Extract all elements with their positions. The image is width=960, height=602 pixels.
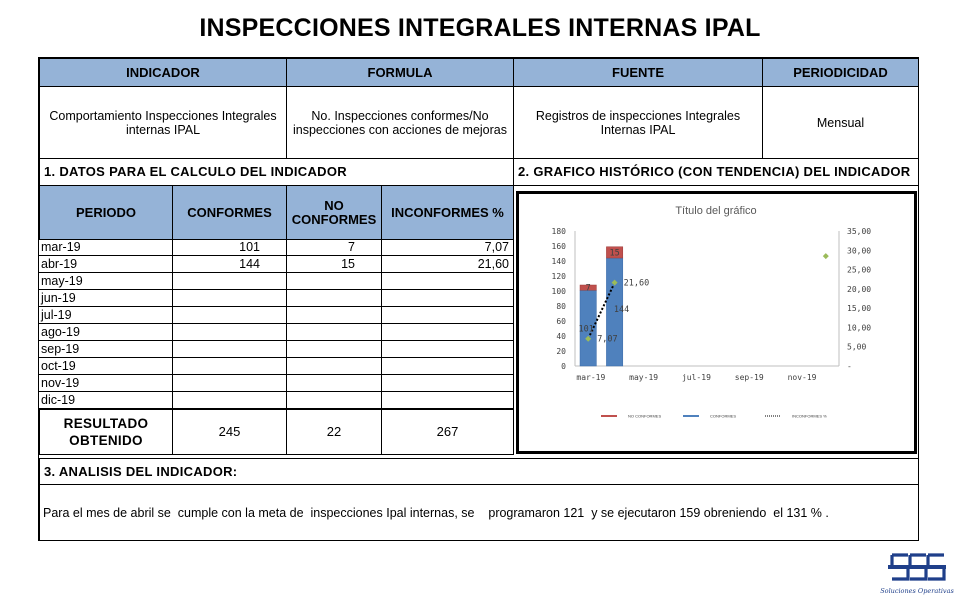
cell-periodo: dic-19 bbox=[39, 392, 173, 409]
x-tick-label: nov-19 bbox=[787, 373, 817, 382]
cell-inconformes bbox=[381, 392, 514, 409]
cell-conformes bbox=[172, 307, 287, 324]
cell-no-conformes bbox=[286, 375, 382, 392]
cell-periodo: may-19 bbox=[39, 273, 173, 290]
data-label: 21,60 bbox=[623, 278, 650, 289]
cell-conformes bbox=[172, 290, 287, 307]
y-tick-label: 100 bbox=[551, 287, 566, 296]
cell-no-conformes bbox=[286, 307, 382, 324]
header-formula: FORMULA bbox=[286, 58, 514, 87]
y-tick-label: 20 bbox=[556, 347, 566, 356]
cell-periodo: oct-19 bbox=[39, 358, 173, 375]
cell-conformes bbox=[172, 324, 287, 341]
section-2-title: 2. GRAFICO HISTÓRICO (CON TENDENCIA) DEL INDICADOR bbox=[513, 158, 919, 186]
cell-no-conformes: 7 bbox=[286, 239, 382, 256]
col-header-inconformes: INCONFORMES % bbox=[381, 185, 514, 240]
cell-no-conformes bbox=[286, 341, 382, 358]
y2-tick-label: 5,00 bbox=[847, 342, 867, 352]
y2-tick-label: 20,00 bbox=[847, 284, 872, 294]
col-header-periodo: PERIODO bbox=[39, 185, 173, 240]
cell-no-conformes bbox=[286, 392, 382, 409]
data-label: 7,07 bbox=[597, 334, 618, 345]
info-periodicidad: Mensual bbox=[762, 86, 919, 159]
pct-marker bbox=[823, 253, 829, 259]
table-row bbox=[39, 290, 514, 307]
y2-tick-label: 15,00 bbox=[847, 304, 872, 314]
cell-periodo: mar-19 bbox=[39, 239, 173, 256]
y2-tick-label: - bbox=[847, 362, 852, 371]
cell-periodo: jun-19 bbox=[39, 290, 173, 307]
y-tick-label: 0 bbox=[561, 362, 566, 371]
page-title: INSPECCIONES INTEGRALES INTERNAS IPAL bbox=[199, 14, 761, 42]
cell-conformes bbox=[172, 273, 287, 290]
y2-tick-label: 30,00 bbox=[847, 246, 872, 256]
y-tick-label: 120 bbox=[551, 272, 566, 281]
y-tick-label: 40 bbox=[556, 332, 566, 341]
table-row bbox=[39, 358, 514, 375]
section-3-title: 3. ANALISIS DEL INDICADOR: bbox=[39, 458, 919, 485]
company-logo bbox=[880, 551, 954, 597]
result-conformes: 245 bbox=[172, 409, 287, 455]
cell-inconformes: 7,07 bbox=[381, 239, 514, 256]
cell-no-conformes bbox=[286, 358, 382, 375]
cell-inconformes bbox=[381, 341, 514, 358]
info-formula: No. Inspecciones conformes/No inspecciones con acciones de mejoras bbox=[286, 86, 514, 159]
cell-no-conformes: 15 bbox=[286, 256, 382, 273]
chart-title: Título del gráfico bbox=[675, 205, 757, 217]
y-tick-label: 160 bbox=[551, 242, 566, 251]
info-fuente: Registros de inspecciones Integrales Internas IPAL bbox=[513, 86, 763, 159]
section-1-title: 1. DATOS PARA EL CALCULO DEL INDICADOR bbox=[39, 158, 514, 186]
table-row bbox=[39, 273, 514, 290]
data-label: 7 bbox=[585, 283, 591, 294]
logo-icon bbox=[880, 551, 954, 597]
legend-label: NO CONFORMES bbox=[628, 413, 662, 419]
cell-conformes bbox=[172, 392, 287, 409]
legend-label: INCONFORMES % bbox=[792, 413, 827, 419]
info-indicador: Comportamiento Inspecciones Integrales internas IPAL bbox=[39, 86, 287, 159]
cell-periodo: ago-19 bbox=[39, 324, 173, 341]
table-row bbox=[39, 375, 514, 392]
cell-periodo: nov-19 bbox=[39, 375, 173, 392]
historical-chart bbox=[516, 191, 917, 454]
cell-no-conformes bbox=[286, 290, 382, 307]
y-tick-label: 140 bbox=[551, 257, 566, 266]
data-rows bbox=[39, 239, 514, 409]
cell-inconformes bbox=[381, 375, 514, 392]
col-header-no-conformes: NO CONFORMES bbox=[286, 185, 382, 240]
cell-inconformes bbox=[381, 324, 514, 341]
table-row bbox=[39, 256, 514, 273]
cell-inconformes bbox=[381, 273, 514, 290]
table-row bbox=[39, 392, 514, 409]
y2-tick-label: 10,00 bbox=[847, 323, 872, 333]
header-fuente: FUENTE bbox=[513, 58, 763, 87]
header-indicador: INDICADOR bbox=[39, 58, 287, 87]
x-tick-label: sep-19 bbox=[734, 373, 764, 382]
y2-tick-label: 35,00 bbox=[847, 227, 872, 236]
table-row bbox=[39, 307, 514, 324]
header-periodicidad: PERIODICIDAD bbox=[762, 58, 919, 87]
logo-text: Soluciones Operativas bbox=[880, 587, 954, 595]
result-inconformes: 267 bbox=[381, 409, 514, 455]
chart-canvas bbox=[519, 194, 914, 451]
result-no-conformes: 22 bbox=[286, 409, 382, 455]
cell-conformes bbox=[172, 375, 287, 392]
cell-inconformes: 21,60 bbox=[381, 256, 514, 273]
cell-conformes: 144 bbox=[172, 256, 287, 273]
cell-conformes bbox=[172, 341, 287, 358]
cell-periodo: abr-19 bbox=[39, 256, 173, 273]
table-row bbox=[39, 341, 514, 358]
x-tick-label: mar-19 bbox=[576, 373, 606, 382]
result-label: RESULTADO OBTENIDO bbox=[39, 409, 173, 455]
legend-label: CONFORMES bbox=[710, 413, 736, 419]
data-label: 101 bbox=[578, 324, 594, 335]
y-tick-label: 60 bbox=[556, 317, 566, 326]
table-row bbox=[39, 239, 514, 256]
col-header-conformes: CONFORMES bbox=[172, 185, 287, 240]
cell-inconformes bbox=[381, 307, 514, 324]
y2-tick-label: 25,00 bbox=[847, 265, 872, 275]
cell-conformes: 101 bbox=[172, 239, 287, 256]
x-tick-label: may-19 bbox=[629, 373, 659, 382]
cell-no-conformes bbox=[286, 324, 382, 341]
cell-conformes bbox=[172, 358, 287, 375]
cell-inconformes bbox=[381, 290, 514, 307]
data-label: 15 bbox=[609, 248, 620, 259]
data-label: 144 bbox=[613, 305, 630, 315]
table-row bbox=[39, 324, 514, 341]
y-tick-label: 180 bbox=[551, 227, 566, 236]
cell-periodo: sep-19 bbox=[39, 341, 173, 358]
y-tick-label: 80 bbox=[556, 302, 566, 311]
cell-no-conformes bbox=[286, 273, 382, 290]
cell-periodo: jul-19 bbox=[39, 307, 173, 324]
cell-inconformes bbox=[381, 358, 514, 375]
analysis-text: Para el mes de abril se cumple con la meta de inspecciones Ipal internas, se programaron 121 y se ejecutaron 159 obreniendo el 131 % . bbox=[39, 484, 919, 541]
x-tick-label: jul-19 bbox=[681, 373, 711, 382]
